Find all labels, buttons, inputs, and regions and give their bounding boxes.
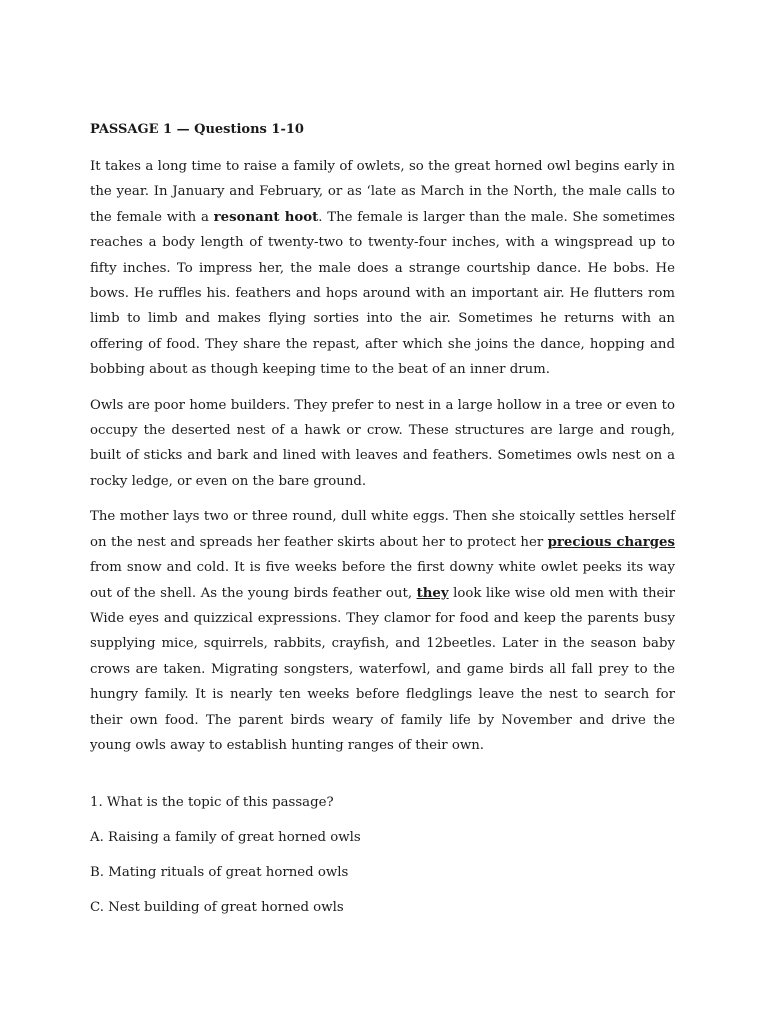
paragraph-3-text-a: The mother lays two or three round, dull white eggs. Then she stoically settles herself on the nest and spreads her feather skirts about her to protect her [90, 509, 675, 550]
paragraph-3-text-c: from snow and cold. It is five weeks before the first downy white owlet peeks its way out of the shell. As the young birds feather out, [90, 560, 675, 601]
document-page [90, 120, 675, 932]
paragraph-1-text-a: It takes a long time to raise a family of owlets, so the great horned owl begins early in the year. In January and February, or as ‘late as March in the North, the male calls to the female with a [90, 159, 675, 225]
passage-title: PASSAGE 1 — Questions 1-10 [90, 122, 304, 137]
paragraph-1 [90, 154, 675, 383]
bold-term-resonant-hoot: resonant hoot [213, 209, 319, 225]
question-stem: 1. What is the topic of this passage? [90, 795, 334, 811]
question-block [90, 792, 675, 919]
underlined-term-they: they [416, 585, 449, 601]
answer-option-c[interactable]: C. Nest building of great horned owls [90, 900, 344, 916]
underlined-term-precious-charges: precious charges [547, 534, 675, 550]
paragraph-3 [90, 504, 675, 758]
paragraph-2: Owls are poor home builders. They prefer to nest in a large hollow in a tree or even to occupy the deserted nest of a hawk or crow. These structures are large and rough, built of sticks and bark and lined with leaves and feathers. Sometimes owls nest on a rocky ledge, or even on the bare ground. [90, 397, 675, 489]
paragraph-1-text-c: . The female is larger than the male. She sometimes reaches a body length of twenty-two to twenty-four inches, with a wingspread up to fifty inches. To impress her, the male does a strange courtship dance. He bobs. He bows. He ruffles his. feathers and hops around with an important air. He flutters rom limb to limb and makes flying sorties into the air. Sometimes he returns with an offering of food. They share the repast, after which she joins the dance, hopping and bobbing about as though keeping time to the beat of an inner drum. [90, 209, 675, 378]
answer-option-a[interactable]: A. Raising a family of great horned owls [90, 830, 361, 846]
answer-option-b[interactable]: B. Mating rituals of great horned owls [90, 865, 349, 881]
paragraph-3-text-e: look like wise old men with their Wide eyes and quizzical expressions. They clamor for food and keep the parents busy supplying mice, squirrels, rabbits, crayfish, and 12beetles. Later in the season baby crows are taken. Migrating songsters, waterfowl, and game birds all fall prey to the hungry family. It is nearly ten weeks before fledglings leave the nest to search for their own food. The parent birds weary of family life by November and drive the young owls away to establish hunting ranges of their own. [90, 585, 676, 753]
